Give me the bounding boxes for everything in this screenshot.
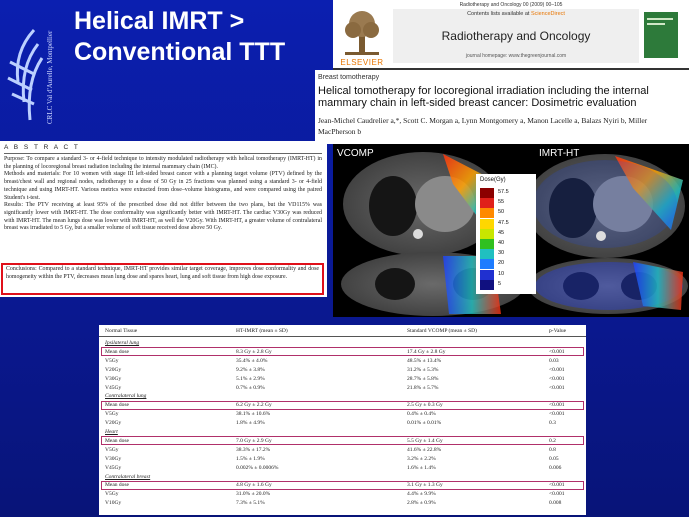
vcomp-cell: 5.5 Gy ± 1.4 Gy: [407, 437, 443, 444]
tissue-cell: V5Gy: [105, 357, 119, 364]
colorbar-value: 50: [498, 209, 505, 216]
ht-imrt-cell: 1.5% ± 1.9%: [236, 455, 265, 462]
tissue-cell: V20Gy: [105, 366, 122, 373]
tissue-cell: V5Gy: [105, 411, 119, 418]
table-group-row: [99, 392, 586, 400]
group-label: Contralateral lung: [105, 393, 147, 400]
colorbar-value: 47.5: [498, 219, 509, 226]
p-value-cell: <0.001: [549, 482, 565, 489]
table-row: [99, 375, 586, 383]
tissue-cell: Mean dose: [105, 437, 129, 444]
colorbar-swatch: [480, 229, 494, 239]
p-value-cell: <0.001: [549, 402, 565, 409]
table-row: [99, 410, 586, 418]
institution-logo-icon: [4, 22, 46, 132]
header-vcomp: Standard VCOMP (mean ± SD): [407, 328, 477, 334]
table-group-row: [99, 339, 586, 347]
dose-colorbar-legend: [476, 174, 536, 294]
ht-imrt-cell: 35.4% ± 4.0%: [236, 357, 268, 364]
p-value-cell: <0.001: [549, 411, 565, 418]
ht-imrt-cell: 1.8% ± 4.9%: [236, 420, 265, 427]
institution-name: CRLC Val d'Aurelle, Montpellier: [46, 30, 54, 124]
vcomp-cell: 2.5 Gy ± 0.3 Gy: [407, 402, 443, 409]
p-value-cell: 0.008: [549, 500, 562, 507]
colorbar-swatch: [480, 280, 494, 290]
p-value-cell: 0.006: [549, 464, 562, 471]
colorbar-swatch: [480, 198, 494, 208]
tissue-cell: V5Gy: [105, 446, 119, 453]
tissue-cell: V30Gy: [105, 455, 122, 462]
vcomp-cell: 4.4% ± 9.9%: [407, 491, 436, 498]
colorbar-value: 55: [498, 199, 505, 206]
journal-citation: Radiotherapy and Oncology 00 (2009) 00–105: [459, 2, 563, 8]
colorbar-swatch: [480, 219, 494, 229]
elsevier-logo: [337, 8, 387, 68]
contents-prefix: Contents lists available at: [467, 11, 530, 17]
abstract-body: [4, 156, 322, 233]
p-value-cell: 0.03: [549, 357, 559, 364]
vcomp-cell: 1.6% ± 1.4%: [407, 464, 436, 471]
cover-line: [647, 18, 673, 20]
table-row: [99, 481, 586, 489]
header-normal-tissue: Normal Tissue: [105, 328, 138, 334]
vcomp-cell: 3.1 Gy ± 1.3 Gy: [407, 482, 443, 489]
paper-authors: Jean-Michel Caudrelier a,*, Scott C. Morgan a, Lynn Montgomery a, Manon Lacelle a, Balazs Nyiri b, Miller MacPherson b: [318, 116, 648, 136]
colorbar-swatch: [480, 239, 494, 249]
publisher-name: ELSEVIER: [340, 58, 384, 67]
p-value-cell: <0.001: [549, 375, 565, 382]
header-p-value: p-Value: [549, 328, 567, 334]
vcomp-cell: 31.2% ± 5.3%: [407, 366, 439, 373]
slide-title: Helical IMRT > Conventional TTT: [74, 7, 286, 66]
table-row: [99, 446, 586, 454]
tissue-cell: Mean dose: [105, 482, 129, 489]
journal-cover-thumbnail: [644, 12, 678, 58]
colorbar-swatch: [480, 249, 494, 259]
colorbar-value: 5: [498, 280, 502, 287]
journal-title-box: [393, 9, 639, 63]
table-row: [99, 464, 586, 472]
vcomp-cell: 3.2% ± 2.2%: [407, 455, 436, 462]
vcomp-cell: 28.7% ± 5.8%: [407, 375, 439, 382]
ht-imrt-cell: 6.2 Gy ± 2.2 Gy: [236, 402, 272, 409]
ct-slice-imrt-lower: [528, 258, 688, 314]
colorbar-value: 57.5: [498, 189, 509, 195]
tissue-cell: V45Gy: [105, 384, 122, 391]
table-row: [99, 366, 586, 374]
p-value-cell: <0.001: [549, 348, 565, 355]
ht-imrt-cell: 0.002% ± 0.0006%: [236, 464, 279, 471]
vcomp-cell: 17.4 Gy ± 2.8 Gy: [407, 348, 446, 355]
label-vcomp: VCOMP: [337, 148, 374, 159]
table-row: [99, 419, 586, 427]
elsevier-tree-icon: [341, 8, 383, 56]
abstract-purpose: Purpose: To compare a standard 3- or 4-field technique to intensity modulated radiotherapy with helical tomotherapy (IMRT-HT) in the planning of locoregional breast radiation including the internal mammary chain (IMC).: [4, 156, 322, 170]
contents-line: [393, 11, 639, 17]
colorbar-value: 10: [498, 270, 505, 277]
tissue-cell: V10Gy: [105, 500, 122, 507]
table-row: [99, 401, 586, 409]
cover-line: [647, 23, 665, 25]
tissue-cell: V20Gy: [105, 420, 122, 427]
p-value-cell: <0.001: [549, 366, 565, 373]
journal-homepage[interactable]: journal homepage: www.thegreenjournal.com: [465, 53, 567, 59]
vcomp-cell: 48.5% ± 13.4%: [407, 357, 442, 364]
ht-imrt-cell: 4.8 Gy ± 1.6 Gy: [236, 482, 272, 489]
table-row: [99, 348, 586, 356]
label-imrt-ht: IMRT-HT: [539, 148, 580, 159]
ct-slice-imrt-axial: [525, 154, 685, 258]
paper-title: Helical tomotherapy for locoregional irradiation including the internal mammary chain in left-sided breast cancer: Dosimetric evaluation: [318, 85, 649, 109]
table-header: [99, 325, 586, 337]
ht-imrt-cell: 8.3 Gy ± 2.8 Gy: [236, 348, 272, 355]
p-value-cell: 0.3: [549, 420, 556, 427]
journal-header: [333, 0, 689, 70]
table-row: [99, 499, 586, 507]
abstract-results: Results: The PTV receiving at least 95% of the prescribed dose did not differ between the two plans, but the VD115% was significantly lower with IMRT-HT. The dose conformality was significantly better with IMRT-HT. The cardiac V30Gy was reduced with IMRT-HT. The mean lungs dose was lower with IMRT-HT, as well the V20Gy. With IMRT-HT, a greater volume of contralateral breast was irradiated to 5 Gy, but a smaller volume of soft tissue received dose above 50 Gy.: [4, 202, 322, 232]
header-ht-imrt: HT-IMRT (mean ± SD): [236, 328, 288, 334]
tissue-cell: Mean dose: [105, 402, 129, 409]
table-header-row: [99, 327, 586, 335]
group-label: Ipsilateral lung: [105, 340, 140, 346]
table-row: [99, 490, 586, 498]
journal-name: Radiotherapy and Oncology: [441, 29, 591, 43]
colorbar-value: 20: [498, 260, 505, 267]
group-label: Heart: [105, 429, 118, 435]
paper-section: Breast tomotherapy: [318, 74, 380, 81]
vcomp-cell: 0.4% ± 0.4%: [407, 411, 436, 418]
dose-comparison-table: [99, 325, 586, 515]
sciencedirect-link[interactable]: ScienceDirect: [530, 11, 565, 17]
ht-imrt-cell: 7.0 Gy ± 2.9 Gy: [236, 437, 272, 444]
colorbar-swatch: [480, 208, 494, 218]
ht-imrt-cell: 31.0% ± 20.0%: [236, 491, 271, 498]
colorbar-value: 30: [498, 250, 505, 257]
tissue-cell: V45Gy: [105, 464, 122, 471]
abstract-methods: Methods and materials: For 10 women with stage III left-sided breast cancer with a planning target volume (PTV) defined by the breast/chest wall and regional nodes, radiotherapy to a dose of 50 Gy in 25 fractions was planned using a standard 3- or 4-field technique and using IMRT-HT. Various metrics were extracted from dose–volume histograms, and were compared using the paired Student's t-test.: [4, 171, 322, 201]
tissue-cell: Mean dose: [105, 348, 129, 355]
ht-imrt-cell: 7.3% ± 5.1%: [236, 500, 265, 507]
vcomp-cell: 21.8% ± 5.7%: [407, 384, 439, 391]
ht-imrt-cell: 38.1% ± 10.6%: [236, 411, 271, 418]
p-value-cell: <0.001: [549, 491, 565, 498]
table-row: [99, 437, 586, 445]
table-row: [99, 455, 586, 463]
p-value-cell: 0.8: [549, 446, 556, 453]
table-group-row: [99, 428, 586, 436]
colorbar-swatch: [480, 259, 494, 269]
paper-heading: [315, 70, 689, 144]
abstract-heading: A B S T R A C T: [4, 144, 80, 151]
vcomp-cell: 2.8% ± 0.9%: [407, 500, 436, 507]
group-label: Contralateral breast: [105, 473, 151, 480]
p-value-cell: 0.05: [549, 455, 559, 462]
colorbar-title: Dose(Gy): [480, 177, 506, 183]
colorbar-swatch: [480, 270, 494, 280]
p-value-cell: <0.001: [549, 384, 565, 391]
table-group-row: [99, 473, 586, 481]
vcomp-cell: 0.01% ± 0.01%: [407, 420, 442, 427]
ht-imrt-cell: 38.3% ± 17.2%: [236, 446, 271, 453]
colorbar-value: 45: [498, 229, 505, 236]
tissue-cell: V30Gy: [105, 375, 122, 382]
dose-images-panel: [333, 144, 689, 317]
table-row: [99, 384, 586, 392]
p-value-cell: 0.2: [549, 437, 556, 444]
colorbar-value: 40: [498, 240, 505, 246]
ht-imrt-cell: 5.1% ± 2.9%: [236, 375, 265, 382]
colorbar-swatch: [480, 188, 494, 198]
ht-imrt-cell: 9.2% ± 3.8%: [236, 366, 265, 373]
ht-imrt-cell: 0.7% ± 0.9%: [236, 384, 265, 391]
table-row: [99, 357, 586, 365]
tissue-cell: V5Gy: [105, 491, 119, 498]
abstract-rule: [4, 153, 322, 154]
abstract-conclusions-highlight: Conclusions: Compared to a standard technique, IMRT-HT provides similar target coverage, improves dose conformality and dose homogeneity within the PTV, decreases mean lung dose and spares heart, lung and soft tissue from high dose exposure.: [1, 263, 324, 295]
vcomp-cell: 41.6% ± 22.8%: [407, 446, 442, 453]
abstract-panel: [0, 141, 327, 297]
